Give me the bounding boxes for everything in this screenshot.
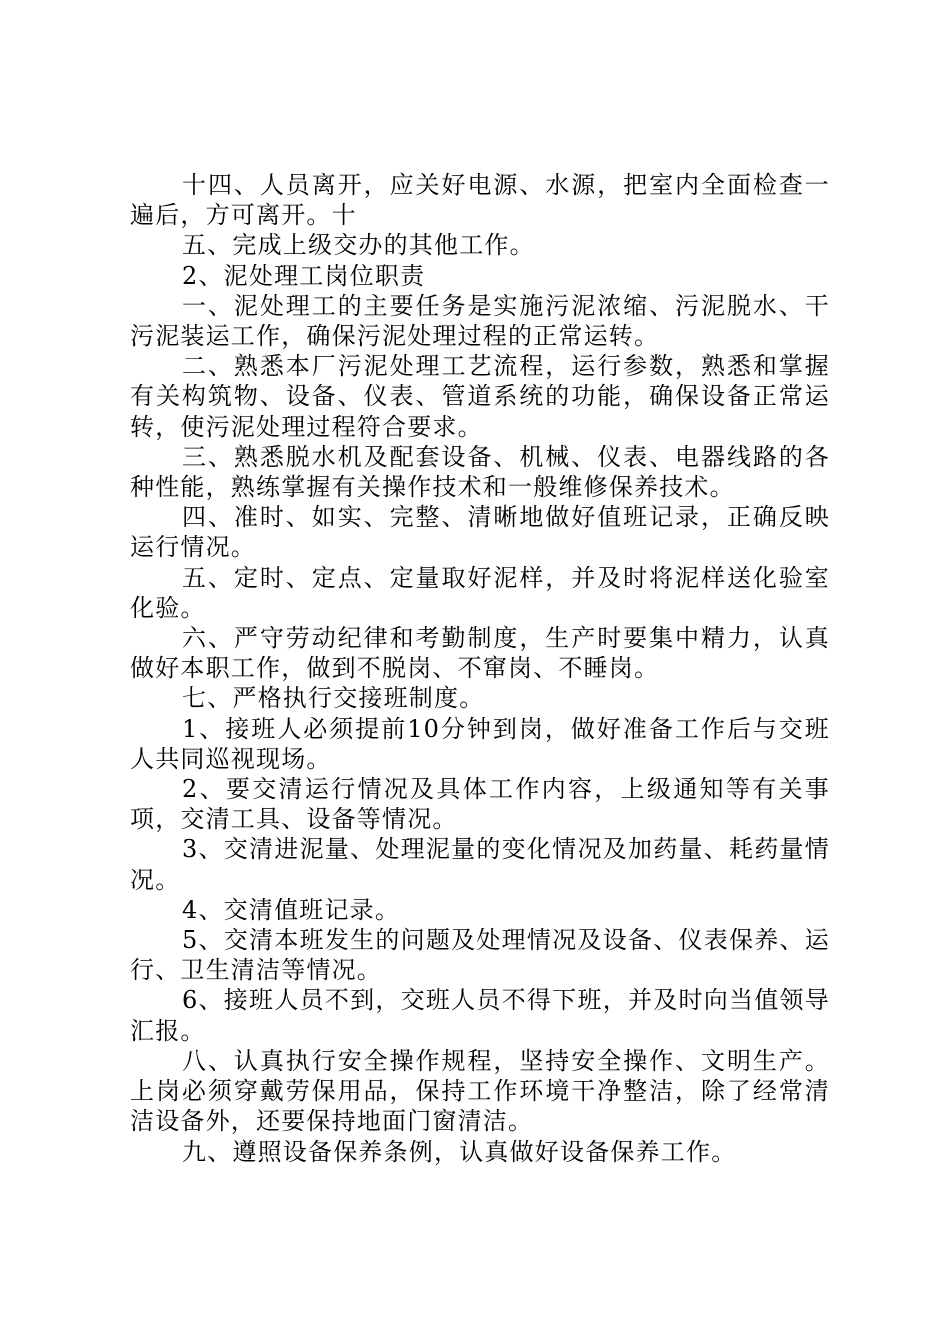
paragraph-14: 4、交清值班记录。: [182, 895, 401, 924]
paragraph-16: 6、接班人员不到，交班人员不得下班，并及时向当值领导汇报。: [130, 986, 830, 1045]
section-heading: 2、泥处理工岗位职责: [182, 261, 426, 290]
document-body: [130, 170, 830, 1167]
paragraph-4: 一、泥处理工的主要任务是实施污泥浓缩、污泥脱水、干污泥装运工作，确保污泥处理过程的正常运转。: [130, 291, 830, 351]
paragraph-9: 六、严守劳动纪律和考勤制度，生产时要集中精力，认真做好本职工作，做到不脱岗、不窜岗、不睡岗。: [130, 624, 830, 683]
paragraph-18: 九、遵照设备保养条例，认真做好设备保养工作。: [182, 1137, 737, 1166]
paragraph-5: 二、熟悉本厂污泥处理工艺流程，运行参数，熟悉和掌握有关构筑物、设备、仪表、管道系统的功能，确保设备正常运转，使污泥处理过程符合要求。: [130, 352, 830, 441]
paragraph-10: 七、严格执行交接班制度。: [182, 684, 485, 713]
paragraph-17: 八、认真执行安全操作规程，坚持安全操作、文明生产。上岗必须穿戴劳保用品，保持工作环境干净整洁，除了经常清洁设备外，还要保持地面门窗清洁。: [130, 1046, 830, 1136]
paragraph-2: 五、完成上级交办的其他工作。: [182, 231, 535, 260]
paragraph-12: 2、要交清运行情况及具体工作内容，上级通知等有关事项，交清工具、设备等情况。: [130, 775, 830, 834]
paragraph-8: 五、定时、定点、定量取好泥样，并及时将泥样送化验室化验。: [130, 563, 830, 622]
paragraph-13: 3、交清进泥量、处理泥量的变化情况及加药量、耗药量情况。: [130, 835, 830, 894]
paragraph-11: 1、接班人必须提前10分钟到岗，做好准备工作后与交班人共同巡视现场。: [130, 714, 830, 773]
paragraph-6: 三、熟悉脱水机及配套设备、机械、仪表、电器线路的各种性能，熟练掌握有关操作技术和一般维修保养技术。: [130, 442, 830, 502]
paragraph-15: 5、交清本班发生的问题及处理情况及设备、仪表保养、运行、卫生清洁等情况。: [130, 926, 830, 985]
paragraph-7: 四、准时、如实、完整、清晰地做好值班记录，正确反映运行情况。: [130, 503, 830, 562]
paragraph-1: 十四、人员离开，应关好电源、水源，把室内全面检查一遍后，方可离开。十: [130, 171, 830, 230]
